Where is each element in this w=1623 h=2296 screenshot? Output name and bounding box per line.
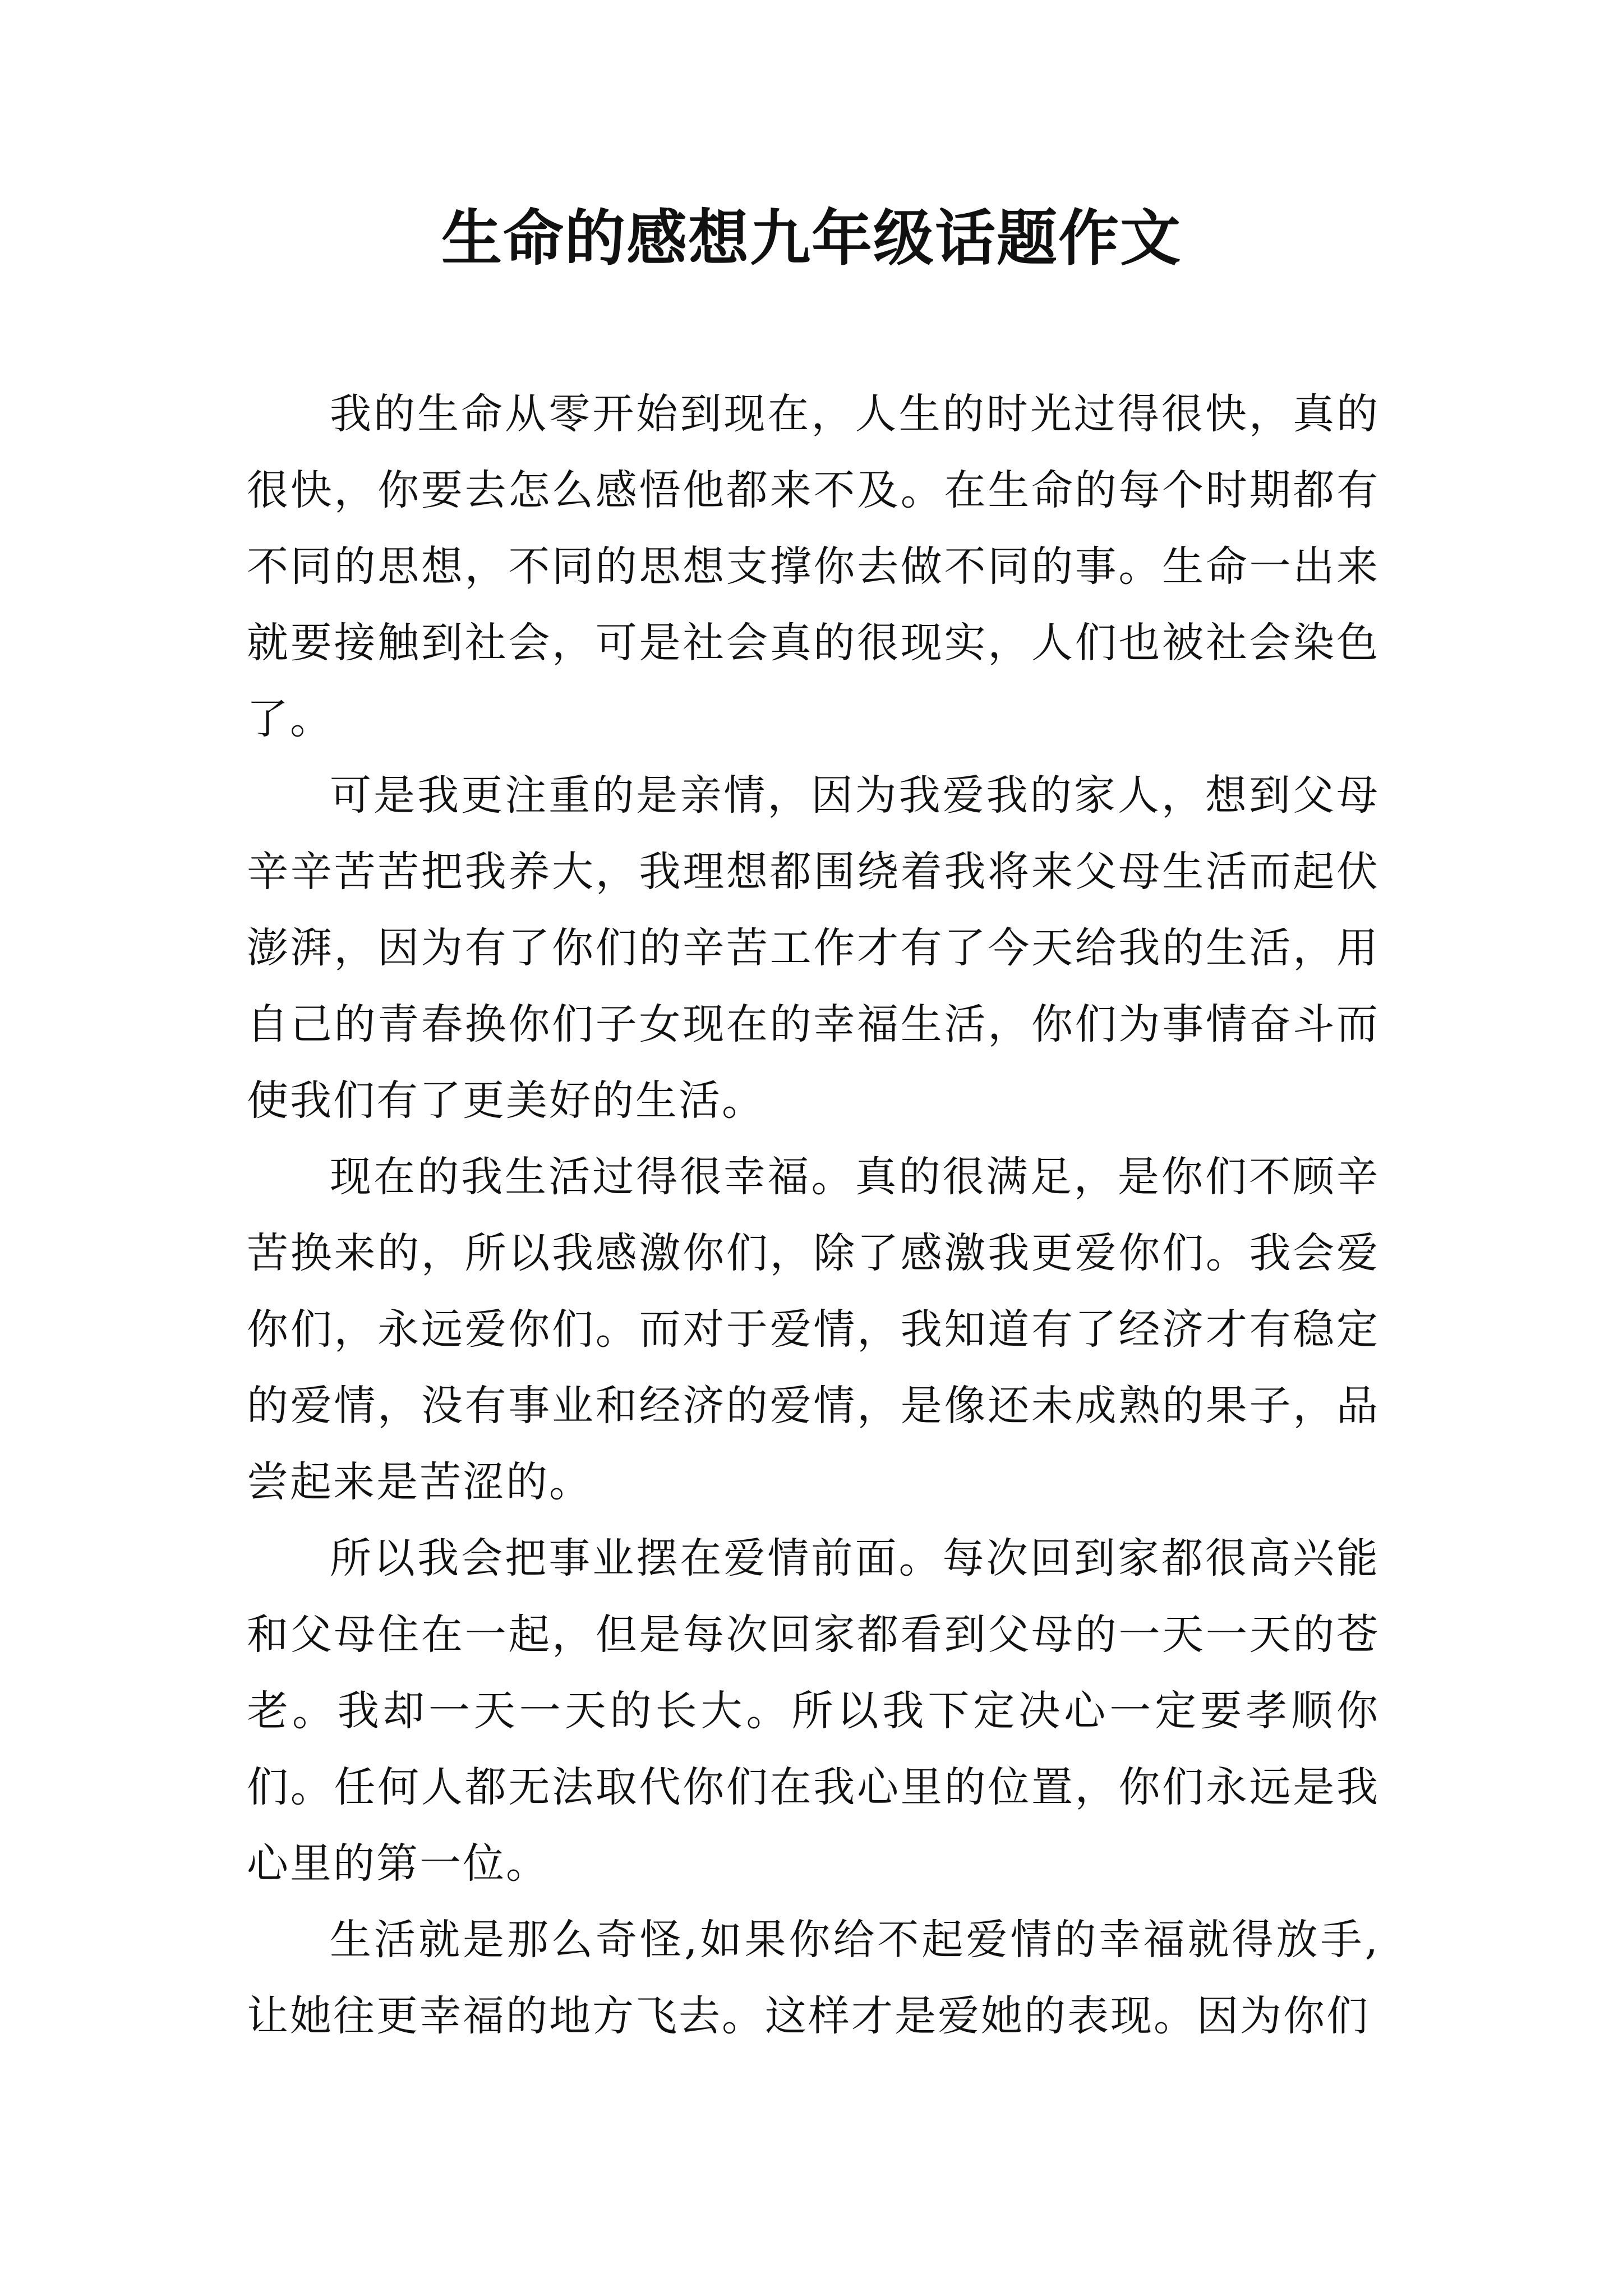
paragraph-1: 我的生命从零开始到现在，人生的时光过得很快，真的很快，你要去怎么感悟他都来不及。在生命的每个时期都有不同的思想，不同的思想支撑你去做不同的事。生命一出来就要接触到社会，可是社会真的很现实，人们也被社会染色了。	[247, 390, 1380, 743]
paragraph-3: 现在的我生活过得很幸福。真的很满足，是你们不顾辛苦换来的，所以我感激你们，除了感激我更爱你们。我会爱你们，永远爱你们。而对于爱情，我知道有了经济才有稳定的爱情，没有事业和经济的爱情，是像还未成熟的果子，品尝起来是苦涩的。	[247, 1153, 1380, 1506]
paragraph-4: 所以我会把事业摆在爱情前面。每次回到家都很高兴能和父母住在一起，但是每次回家都看到父母的一天一天的苍老。我却一天一天的长大。所以我下定决心一定要孝顺你们。任何人都无法取代你们在我心里的位置，你们永远是我心里的第一位。	[247, 1534, 1380, 1888]
paragraph-5: 生活就是那么奇怪,如果你给不起爱情的幸福就得放手,让她往更幸福的地方飞去。这样才是爱她的表现。因为你们	[247, 1916, 1380, 2040]
paragraph-2: 可是我更注重的是亲情，因为我爱我的家人，想到父母辛辛苦苦把我养大，我理想都围绕着我将来父母生活而起伏澎湃，因为有了你们的辛苦工作才有了今天给我的生活，用自己的青春换你们子女现在的幸福生活，你们为事情奋斗而使我们有了更美好的生活。	[247, 771, 1380, 1125]
document-title: 生命的感想九年级话题作文	[441, 203, 1182, 274]
document-body	[247, 376, 1380, 2054]
